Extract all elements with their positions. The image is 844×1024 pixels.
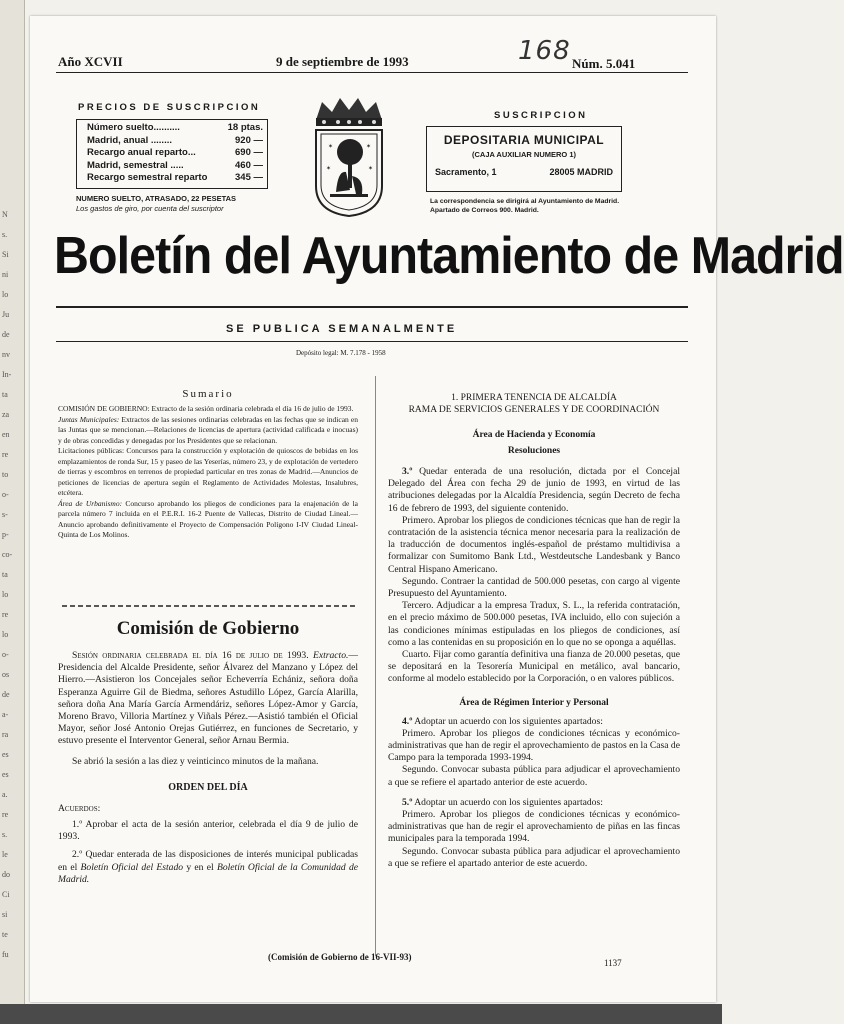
agreement-item: 2.º Quedar enterada de las disposiciones de interés municipal publicadas en el Boletín Oficial del Estado y en el Boletín Oficial de la Comunidad de Madrid. <box>58 849 358 885</box>
paragraph: Cuarto. Fijar como garantía definitiva una fianza de 20.000 pesetas, que se depositará en la Tesorería Municipal en metálico, aval bancario, conforme al modelo establecido por la Corporación, o en valores públicos. <box>388 649 680 685</box>
commission-section <box>58 618 358 886</box>
adjacent-page-fragment: de <box>2 690 10 699</box>
paragraph: 4.º Adoptar un acuerdo con los siguientes apartados: <box>402 715 603 727</box>
summary-title: Sumario <box>182 388 234 400</box>
adjacent-page-fragment: Si <box>2 250 9 259</box>
adjacent-page-fragment: p- <box>2 530 9 539</box>
subscription-title: SUSCRIPCION <box>494 110 588 121</box>
scan-background <box>0 1004 722 1024</box>
price-row: Madrid, anual ........ 920 — <box>87 134 263 146</box>
adjacent-page-fragment: de <box>2 330 10 339</box>
summary-section <box>58 388 358 541</box>
adjacent-page-fragment: ni <box>2 270 9 279</box>
adjacent-page-fragment: si <box>2 910 8 919</box>
paragraph: Segundo. Convocar subasta pública para adjudicar el aprovechamiento a que se refiere el apartado anterior de este acuerdo. <box>388 764 680 788</box>
adjacent-page-fragment: re <box>2 610 9 619</box>
adjacent-page-fragment: lo <box>2 630 9 639</box>
section-heading: 1. PRIMERA TENENCIA DE ALCALDÍA <box>451 393 617 403</box>
summary-item: Juntas Municipales: Extractos de las sesiones ordinarias celebradas en las fechas que se indican en las Juntas que se mencionan.—Relaciones de licencias de apertura (actividad calificada e inocuas) y de obras concedidas y denegadas por los Presidentes que se relacionan. <box>58 414 358 445</box>
area-heading: Área de Hacienda y Economía <box>472 430 596 440</box>
footer-caption: (Comisión de Gobierno de 16-VII-93) <box>268 952 412 962</box>
column-divider <box>375 376 376 956</box>
adjacent-page-fragment: In- <box>2 370 12 379</box>
subtitle-rule <box>56 341 688 342</box>
adjacent-page-fragment: en <box>2 430 10 439</box>
year-label: Año XCVII <box>58 54 123 69</box>
paragraph: Segundo. Contraer la cantidad de 500.000 pesetas, con cargo al vigente Presupuesto del Ayuntamiento. <box>388 575 680 600</box>
prices-box <box>76 119 268 189</box>
agreement-item: 1.º Aprobar el acta de la sesión anterior, celebrada el día 9 de julio de 1993. <box>58 819 358 843</box>
price-row: Recargo semestral reparto 345 — <box>87 172 263 183</box>
adjacent-page-fragment: re <box>2 450 9 459</box>
adjacent-page-fragment: fu <box>2 950 9 959</box>
paragraph: Primero. Aprobar los pliegos de condiciones técnicas y económico-administrativas que han de regir el aprovechamiento de piñas en las fincas municipales para la temporada 1994. <box>388 809 680 845</box>
paragraph: Primero. Aprobar los pliegos de condiciones técnicas que han de regir la contratación de la asistencia técnica menor necesaria para la realización de la traducción de documentos inglés-español de préstamo multidivisa a formalizar con Sumitomo Bank Ltd., Westdeutsche Landesbank y Banco Central Hispano Americano. <box>388 514 680 575</box>
opening-text: Se abrió la sesión a las diez y veinticinco minutos de la mañana. <box>72 755 319 767</box>
adjacent-page-fragment: es <box>2 750 9 759</box>
masthead-rule <box>56 306 688 308</box>
adjacent-page-fragment: nv <box>2 350 10 359</box>
header-rule <box>56 72 688 73</box>
area-heading: Área de Régimen Interior y Personal <box>459 697 609 708</box>
adjacent-page-fragment: re <box>2 810 9 819</box>
adjacent-page-fragment: le <box>2 850 8 859</box>
page-number: 1137 <box>604 958 622 968</box>
adjacent-page-fragment: s. <box>2 230 8 239</box>
adjacent-page-fragment: lo <box>2 290 9 299</box>
adjacent-page-fragment: do <box>2 870 10 879</box>
adjacent-page-fragment: ra <box>2 730 9 739</box>
adjacent-page-fragment: lo <box>2 590 9 599</box>
adjacent-page-fragment: za <box>2 410 10 419</box>
adjacent-page-fragment: a. <box>2 790 8 799</box>
right-column <box>388 392 680 870</box>
adjacent-page-fragment: te <box>2 930 8 939</box>
issue-number: Núm. 5.041 <box>572 56 636 71</box>
prices-notes: NUMERO SUELTO, ATRASADO, 22 PESETAS Los gastos de giro, por cuenta del suscriptor <box>76 194 237 213</box>
adjacent-page-fragment: Ci <box>2 890 10 899</box>
legal-deposit: Depósito legal: M. 7.178 - 1958 <box>296 349 386 357</box>
commission-title: Comisión de Gobierno <box>116 618 300 639</box>
price-row: Madrid, semestral ..... 460 — <box>87 159 263 171</box>
adjacent-page-text <box>0 0 24 1004</box>
adjacent-page-fragment: s- <box>2 510 8 519</box>
paragraph: Primero. Aprobar los pliegos de condiciones técnicas y económico-administrativas que han de regir el aprovechamiento de pastos en la Casa de Campo para la temporada 1993-1994. <box>388 727 680 764</box>
paragraph: Tercero. Adjudicar a la empresa Tradux, S. L., la referida contratación, en el precio máximo de 500.000 pesetas, IVA incluido, ello con sujeción a las condiciones mínimas estipuladas en los pliegos de condiciones, así como a las contenidas en su proposición en lo que no se oponga a aquéllas. <box>388 600 680 648</box>
adjacent-page-fragment: os <box>2 670 10 679</box>
paragraph: 5.º Adoptar un acuerdo con los siguientes apartados: <box>402 796 603 808</box>
price-row: Recargo anual reparto... 690 — <box>87 147 263 158</box>
adjacent-page-fragment: o- <box>2 490 9 499</box>
adjacent-page-fragment: N <box>2 210 8 219</box>
masthead-subtitle: SE PUBLICA SEMANALMENTE <box>226 323 458 335</box>
subscription-box: DEPOSITARIA MUNICIPAL (CAJA AUXILIAR NUMERO 1) Sacramento, 1 28005 MADRID <box>426 126 622 192</box>
adjacent-page-fragment: o- <box>2 650 9 659</box>
commission-extract: Sesión ordinaria celebrada el día 16 de julio de 1993. Extracto.—Presidencia del Alcalde Presidente, señor Álvarez del Manzano y López del Hierro.—Asistieron los Concejales señor Echeverría Echániz, señora doña Esperanza Aguirre Gil de Biedma, señores Astudillo López, García Alarilla, señora doña Ana María García Armendáriz, señores López-Amor y García, Moreno Bravo, Villoria Martínez y Viñals Pérez.—Asistió también el Oficial Mayor, señor José Antonio Orejas Gutiérrez, en funciones de Secretario, y estuvo presente el Interventor General, señor Arnau Bermia. <box>58 650 358 747</box>
summary-item: COMISIÓN DE GOBIERNO: Extracto de la sesión ordinaria celebrada el día 16 de julio de 1993. <box>58 404 354 413</box>
svg-text:✶: ✶ <box>328 144 334 150</box>
adjacent-page-fragment: to <box>2 470 9 479</box>
prices-title: PRECIOS DE SUSCRIPCION <box>78 102 261 113</box>
summary-item: Licitaciones públicas: Concursos para la construcción y explotación de quioscos de bebidas en los emplazamientos de ronda Sur, 15 y paseo de las Yeserías, número 23, y de explotación de vertedero de tierras y escombros en terrenos de propiedad particular en tres zonas de Madrid.—Anuncios de peticiones de licencias de apertura según el Reglamento de Actividades Molestas, Insalubres, etcétera. <box>58 446 358 497</box>
agreements-label: Acuerdos: <box>58 802 101 814</box>
dashed-rule-icon <box>62 603 358 609</box>
ornamental-rule <box>62 596 358 602</box>
resolutions-heading: Resoluciones <box>507 446 561 456</box>
adjacent-page-fragment: s. <box>2 830 8 839</box>
svg-text:✶: ✶ <box>366 144 372 150</box>
adjacent-page-fragment: ta <box>2 390 8 399</box>
svg-text:✶: ✶ <box>326 166 332 172</box>
adjacent-page-fragment: es <box>2 770 9 779</box>
paragraph: 3.º Quedar enterada de una resolución, dictada por el Concejal Delegado del Área con fecha 29 de junio de 1993, en virtud de las atribuciones delegadas por la Alcaldía Presidencia, según Decreto de fecha 16 de febrero de 1993, del siguiente contenido. <box>388 466 680 514</box>
order-title: ORDEN DEL DÍA <box>168 781 248 793</box>
adjacent-page-fragment: a- <box>2 710 9 719</box>
newspaper-page <box>30 16 844 1002</box>
issue-date: 9 de septiembre de 1993 <box>276 54 409 69</box>
section-subheading: RAMA DE SERVICIOS GENERALES Y DE COORDINACIÓN <box>408 405 660 415</box>
summary-item: Área de Urbanismo: Concurso aprobando los pliegos de condiciones para la enajenación de la parcela número 7 incluida en el P.E.R.I. 16-2 Puente de Vallecas, Distrito de Ciudad Lineal.—Anuncio aprobando definitivamente el Proyecto de Compensación Polígono I-IV Ciudad Lineal-Quinta de Los Molinos. <box>58 498 359 539</box>
handwritten-number: 168 <box>518 36 571 66</box>
price-row: Número suelto.......... 18 ptas. <box>87 122 263 133</box>
madrid-coat-of-arms-icon <box>306 94 392 220</box>
masthead-title: Boletín del Ayuntamiento de Madrid <box>54 227 844 285</box>
paragraph: Segundo. Convocar subasta pública para adjudicar el aprovechamiento a que se refiere el apartado anterior de este acuerdo. <box>388 845 680 869</box>
svg-text:✶: ✶ <box>368 166 374 172</box>
adjacent-page-fragment: ta <box>2 570 8 579</box>
adjacent-page-fragment: Ju <box>2 310 10 319</box>
subscription-note: La correspondencia se dirigirá al Ayuntamiento de Madrid. Apartado de Correos 900. Madrid. <box>430 198 620 214</box>
adjacent-page-fragment: co- <box>2 550 13 559</box>
